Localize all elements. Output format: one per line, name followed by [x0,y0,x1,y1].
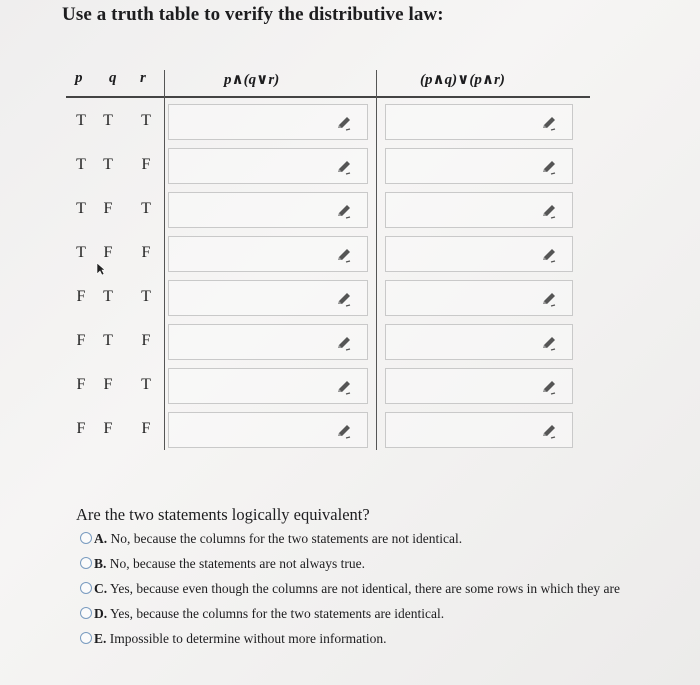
header-col2: (p∧q)∨(p∧r) [420,72,505,88]
col1-answer-cell[interactable] [168,192,368,228]
option-text: Yes, because the columns for the two statements are identical. [107,606,445,621]
col1-answer-cell[interactable] [168,368,368,404]
option-a[interactable] [80,531,462,547]
r-value: T [141,112,151,129]
p-value: F [76,332,86,349]
pencil-icon [335,334,353,352]
col1-answer-cell[interactable] [168,324,368,360]
q-value: T [103,332,113,349]
option-letter: C. [94,581,108,596]
col1-answer-cell[interactable] [168,280,368,316]
p-value: T [76,244,86,261]
q-value: T [103,112,113,129]
pencil-icon [540,202,558,220]
r-value: F [141,156,151,173]
option-text: No, because the statements are not always true. [106,556,366,571]
mouse-cursor-icon [96,262,106,276]
col1-answer-cell[interactable] [168,148,368,184]
q-value: F [103,244,113,261]
radio-icon[interactable] [80,557,92,569]
header-r: r [140,70,146,86]
pencil-icon [540,290,558,308]
option-letter: D. [94,606,108,621]
p-value: T [76,112,86,129]
col1-answer-cell[interactable] [168,412,368,448]
option-c[interactable] [80,581,620,597]
r-value: T [141,200,151,217]
header-p: p [75,70,83,86]
col2-answer-cell[interactable] [385,192,573,228]
r-value: F [141,244,151,261]
page-title: Use a truth table to verify the distributive law: [62,4,444,25]
p-value: F [76,376,86,393]
divider-left [164,70,165,450]
col2-answer-cell[interactable] [385,412,573,448]
pencil-icon [540,114,558,132]
pencil-icon [335,422,353,440]
option-letter: A. [94,531,108,546]
q-value: F [103,200,113,217]
header-col1: p∧(q∨r) [224,72,280,88]
pencil-icon [335,202,353,220]
pencil-icon [335,158,353,176]
pencil-icon [540,334,558,352]
col2-answer-cell[interactable] [385,368,573,404]
divider-right [376,70,377,450]
radio-icon[interactable] [80,532,92,544]
header-q: q [109,70,117,86]
pencil-icon [335,290,353,308]
r-value: T [141,288,151,305]
col2-answer-cell[interactable] [385,236,573,272]
q-value: F [103,420,113,437]
pencil-icon [335,114,353,132]
col2-answer-cell[interactable] [385,324,573,360]
col2-answer-cell[interactable] [385,148,573,184]
r-value: F [141,332,151,349]
pencil-icon [335,246,353,264]
pencil-icon [540,378,558,396]
p-value: F [76,288,86,305]
header-rule [66,96,590,98]
option-text: No, because the columns for the two statements are not identical. [107,531,463,546]
q-value: T [103,288,113,305]
question-text: Are the two statements logically equivalent? [76,505,370,524]
option-letter: E. [94,631,107,646]
option-letter: B. [94,556,107,571]
radio-icon[interactable] [80,582,92,594]
pencil-icon [540,158,558,176]
col1-answer-cell[interactable] [168,236,368,272]
radio-icon[interactable] [80,632,92,644]
radio-icon[interactable] [80,607,92,619]
option-b[interactable] [80,556,365,572]
option-e[interactable] [80,631,386,647]
pencil-icon [540,246,558,264]
option-d[interactable] [80,606,444,622]
col2-answer-cell[interactable] [385,280,573,316]
pencil-icon [335,378,353,396]
col2-answer-cell[interactable] [385,104,573,140]
pencil-icon [540,422,558,440]
p-value: F [76,420,86,437]
col1-answer-cell[interactable] [168,104,368,140]
r-value: F [141,420,151,437]
q-value: T [103,156,113,173]
option-text: Yes, because even though the columns are not identical, there are some rows in which they are [107,581,620,596]
q-value: F [103,376,113,393]
p-value: T [76,156,86,173]
r-value: T [141,376,151,393]
p-value: T [76,200,86,217]
option-text: Impossible to determine without more information. [106,631,387,646]
